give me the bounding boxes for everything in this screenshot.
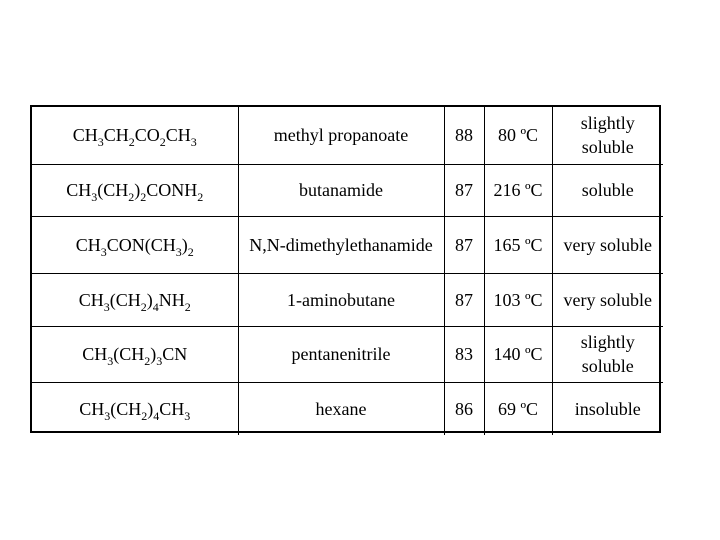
name-cell: butanamide (238, 164, 444, 216)
name-cell: pentanenitrile (238, 326, 444, 382)
boiling-point-cell: 165 ºC (484, 216, 552, 273)
formula-subscript: 2 (159, 135, 166, 150)
boiling-point-cell: 140 ºC (484, 326, 552, 382)
formula-cell (32, 164, 238, 216)
formula-subscript: 4 (152, 299, 159, 314)
formula-subscript: 3 (100, 244, 107, 259)
formula-text: CH (103, 125, 129, 146)
formula-subscript: 2 (184, 299, 191, 314)
compound-table (32, 107, 663, 435)
table-row (32, 326, 663, 382)
formula-subscript: 2 (144, 354, 151, 368)
formula-cell (32, 216, 238, 273)
formula-subscript: 2 (141, 408, 148, 423)
formula-text: CO (134, 125, 160, 146)
formula-text: CH (79, 398, 105, 419)
formula-text: CH (82, 344, 108, 364)
table-row (32, 216, 663, 273)
formula-subscript: 2 (197, 190, 204, 204)
compound-table-container (30, 105, 661, 433)
formula-text: CH (78, 289, 104, 310)
number-cell: 87 (444, 216, 484, 273)
formula-text: ) (146, 289, 153, 310)
formula-text: (CH (113, 344, 145, 364)
formula-subscript: 3 (190, 135, 197, 150)
formula-text: CONH (146, 180, 198, 200)
number-cell: 88 (444, 107, 484, 164)
solubility-cell: slightly soluble (552, 326, 663, 382)
solubility-cell: soluble (552, 164, 663, 216)
formula-cell (32, 273, 238, 326)
formula-subscript: 2 (187, 244, 194, 259)
formula-text: ) (181, 234, 188, 255)
formula-text: ) (147, 398, 154, 419)
formula-text: CN (162, 344, 188, 364)
formula-subscript: 3 (175, 244, 182, 259)
table-row (32, 273, 663, 326)
boiling-point-cell: 69 ºC (484, 382, 552, 435)
formula-cell (32, 107, 238, 164)
solubility-cell: very soluble (552, 216, 663, 273)
formula-cell (32, 382, 238, 435)
boiling-point-cell: 103 ºC (484, 273, 552, 326)
solubility-cell: insoluble (552, 382, 663, 435)
formula-subscript: 2 (140, 299, 147, 314)
formula-text: CH (75, 234, 101, 255)
name-cell: N,N-dimethylethanamide (238, 216, 444, 273)
name-cell: hexane (238, 382, 444, 435)
table-row (32, 164, 663, 216)
formula-subscript: 3 (91, 190, 98, 204)
formula-subscript: 3 (107, 354, 114, 368)
solubility-cell: slightly soluble (552, 107, 663, 164)
formula-subscript: 3 (103, 299, 110, 314)
formula-text: NH (158, 289, 185, 310)
number-cell: 87 (444, 164, 484, 216)
table-row (32, 107, 663, 164)
formula-text: CH (66, 180, 92, 200)
formula-text: (CH (97, 180, 129, 200)
formula-subscript: 2 (128, 135, 135, 150)
formula-subscript: 2 (128, 190, 135, 204)
number-cell: 86 (444, 382, 484, 435)
formula-text: ) (134, 180, 141, 200)
formula-text: (CH (110, 398, 142, 419)
formula-text: (CH (109, 289, 141, 310)
formula-subscript: 3 (156, 354, 163, 368)
number-cell: 87 (444, 273, 484, 326)
formula-subscript: 2 (140, 190, 147, 204)
boiling-point-cell: 80 ºC (484, 107, 552, 164)
formula-subscript: 3 (184, 408, 191, 423)
formula-text: CH (72, 125, 98, 146)
solubility-cell: very soluble (552, 273, 663, 326)
formula-subscript: 3 (104, 408, 111, 423)
formula-subscript: 4 (153, 408, 160, 423)
table-row (32, 382, 663, 435)
formula-text: CH (159, 398, 185, 419)
boiling-point-cell: 216 ºC (484, 164, 552, 216)
name-cell: methyl propanoate (238, 107, 444, 164)
formula-subscript: 3 (97, 135, 104, 150)
formula-text: ) (150, 344, 157, 364)
formula-text: CON(CH (106, 234, 176, 255)
formula-text: CH (165, 125, 191, 146)
number-cell: 83 (444, 326, 484, 382)
formula-cell (32, 326, 238, 382)
name-cell: 1-aminobutane (238, 273, 444, 326)
